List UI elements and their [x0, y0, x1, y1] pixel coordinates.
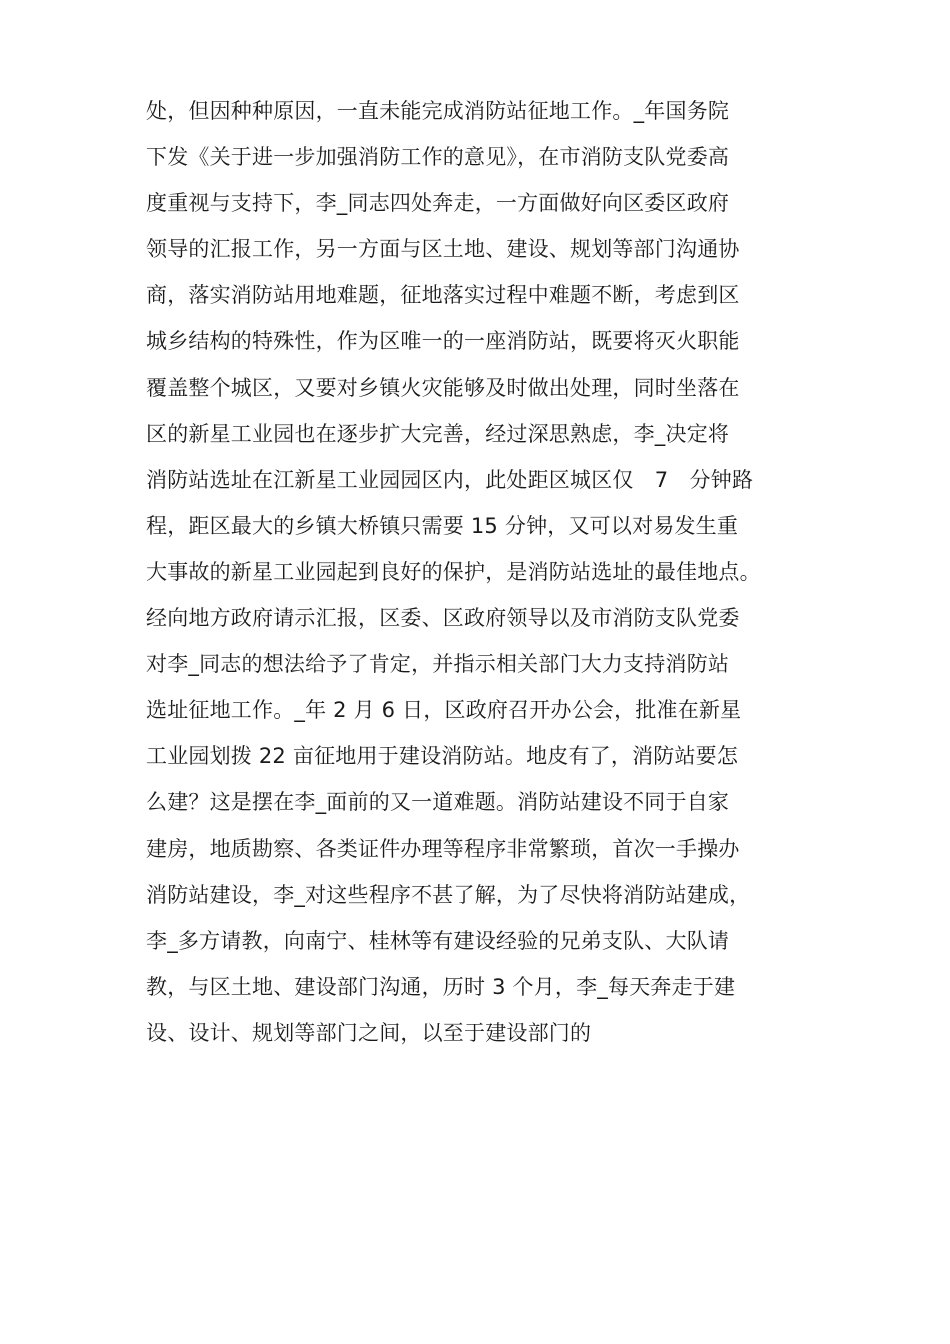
text-line: 下发《关于进一步加强消防工作的意见》，在市消防支队党委高: [146, 145, 730, 170]
text-line: 经向地方政府请示汇报，区委、区政府领导以及市消防支队党委: [146, 606, 740, 631]
text-line: 建房，地质勘察、各类证件办理等程序非常繁琐，首次一手操办: [146, 836, 740, 861]
text-line: 李_多方请教，向南宁、桂林等有建设经验的兄弟支队、大队请: [146, 928, 730, 953]
text-line: 教，与区土地、建设部门沟通，历时 3 个月，李_每天奔走于建: [146, 974, 736, 999]
text-line: 城乡结构的特殊性，作为区唯一的一座消防站，既要将灭火职能: [146, 329, 740, 354]
text-line: 工业园划拨 22 亩征地用于建设消防站。地皮有了，消防站要怎: [146, 744, 739, 769]
text-line: 商，落实消防站用地难题，征地落实过程中难题不断，考虑到区: [146, 283, 740, 308]
body-paragraph: [146, 88, 846, 1056]
text-line: 区的新星工业园也在逐步扩大完善，经过深思熟虑，李_决定将: [146, 421, 730, 446]
text-line: 处，但因种种原因，一直未能完成消防站征地工作。_年国务院: [146, 99, 730, 123]
text-line: 领导的汇报工作，另一方面与区土地、建设、规划等部门沟通协: [146, 237, 740, 262]
text-line: 对李_同志的想法给予了肯定，并指示相关部门大力支持消防站: [146, 652, 730, 677]
text-line: 设、设计、规划等部门之间，以至于建设部门的: [146, 1020, 592, 1045]
text-line: 度重视与支持下，李_同志四处奔走，一方面做好向区委区政府: [146, 191, 730, 216]
text-line: 消防站选址在江新星工业园园区内，此处距区城区仅 7 分钟路: [146, 467, 754, 492]
text-line: 大事故的新星工业园起到良好的保护，是消防站选址的最佳地点。: [146, 559, 761, 584]
text-line: 覆盖整个城区，又要对乡镇火灾能够及时做出处理，同时坐落在: [146, 375, 740, 400]
text-line: 程，距区最大的乡镇大桥镇只需要 15 分钟，又可以对易发生重: [146, 513, 739, 538]
text-line: 选址征地工作。_年 2 月 6 日，区政府召开办公会，批准在新星: [146, 698, 742, 723]
text-line: 么建？这是摆在李_面前的又一道难题。消防站建设不同于自家: [146, 790, 730, 815]
text-line: 消防站建设，李_对这些程序不甚了解，为了尽快将消防站建成，: [146, 882, 751, 907]
